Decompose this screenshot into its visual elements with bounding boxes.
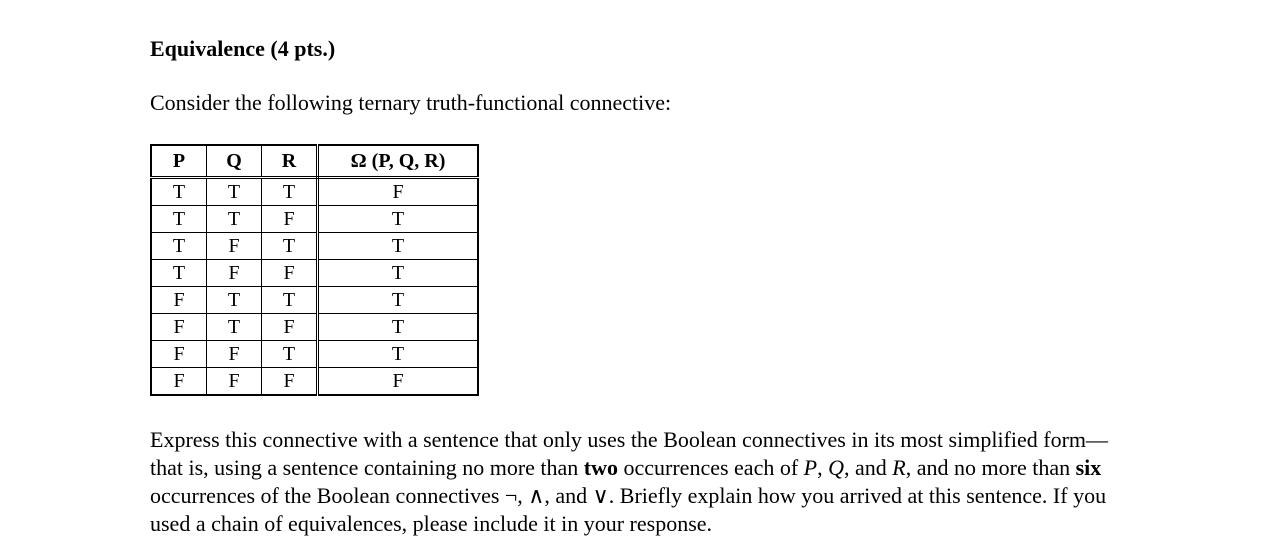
var-p: P bbox=[803, 455, 818, 480]
cell-omega: F bbox=[318, 368, 479, 396]
cell-q: T bbox=[207, 206, 262, 233]
cell-r: F bbox=[262, 206, 318, 233]
cell-r: T bbox=[262, 341, 318, 368]
cell-p: F bbox=[151, 368, 207, 396]
section-heading: Equivalence (4 pts.) bbox=[150, 36, 336, 61]
cell-r: T bbox=[262, 178, 318, 206]
table-row bbox=[151, 178, 478, 206]
header-r: R bbox=[262, 145, 318, 178]
cell-r: F bbox=[262, 260, 318, 287]
para-text-3: , and no more than bbox=[905, 455, 1076, 480]
cell-p: T bbox=[151, 233, 207, 260]
cell-omega: T bbox=[318, 260, 479, 287]
cell-omega: T bbox=[318, 287, 479, 314]
intro-text: Consider the following ternary truth-functional connective: bbox=[150, 90, 672, 115]
cell-r: F bbox=[262, 314, 318, 341]
cell-p: T bbox=[151, 260, 207, 287]
cell-p: T bbox=[151, 206, 207, 233]
table-row bbox=[151, 314, 478, 341]
cell-q: T bbox=[207, 178, 262, 206]
truth-table bbox=[150, 144, 479, 396]
cell-omega: F bbox=[318, 178, 479, 206]
cell-q: F bbox=[207, 260, 262, 287]
para-text-4: occurrences of the Boolean connectives ¬, ∧, and ∨. Briefly explain how you arrived at this sentence. If you used a chain of equivalences, please include it in your response. bbox=[150, 483, 1107, 536]
cell-q: F bbox=[207, 341, 262, 368]
cell-omega: T bbox=[318, 341, 479, 368]
var-q: Q bbox=[828, 455, 845, 480]
table-row bbox=[151, 287, 478, 314]
header-p: P bbox=[151, 145, 207, 178]
para-sep-1: , bbox=[817, 455, 829, 480]
table-row bbox=[151, 206, 478, 233]
header-q: Q bbox=[207, 145, 262, 178]
var-r: R bbox=[892, 455, 906, 480]
para-bold-two: two bbox=[583, 455, 618, 480]
cell-omega: T bbox=[318, 314, 479, 341]
table-row bbox=[151, 368, 478, 396]
instructions-paragraph bbox=[150, 426, 1130, 538]
cell-q: F bbox=[207, 233, 262, 260]
cell-q: F bbox=[207, 368, 262, 396]
cell-omega: T bbox=[318, 233, 479, 260]
table-row bbox=[151, 233, 478, 260]
cell-p: F bbox=[151, 314, 207, 341]
table-row bbox=[151, 341, 478, 368]
table-row bbox=[151, 260, 478, 287]
cell-omega: T bbox=[318, 206, 479, 233]
para-sep-2: , and bbox=[844, 455, 893, 480]
cell-p: F bbox=[151, 341, 207, 368]
para-text-2: occurrences each of bbox=[618, 455, 804, 480]
para-bold-six: six bbox=[1075, 455, 1102, 480]
cell-p: T bbox=[151, 178, 207, 206]
truth-table-header-row bbox=[151, 145, 478, 178]
cell-r: F bbox=[262, 368, 318, 396]
header-omega: Ω (P, Q, R) bbox=[318, 145, 479, 178]
cell-q: T bbox=[207, 287, 262, 314]
cell-p: F bbox=[151, 287, 207, 314]
cell-r: T bbox=[262, 233, 318, 260]
cell-q: T bbox=[207, 314, 262, 341]
cell-r: T bbox=[262, 287, 318, 314]
para-text-1: Express this connective with a sentence that only uses the Boolean connectives in its most simplified form—that is, using a sentence containing no more than bbox=[150, 427, 1109, 480]
